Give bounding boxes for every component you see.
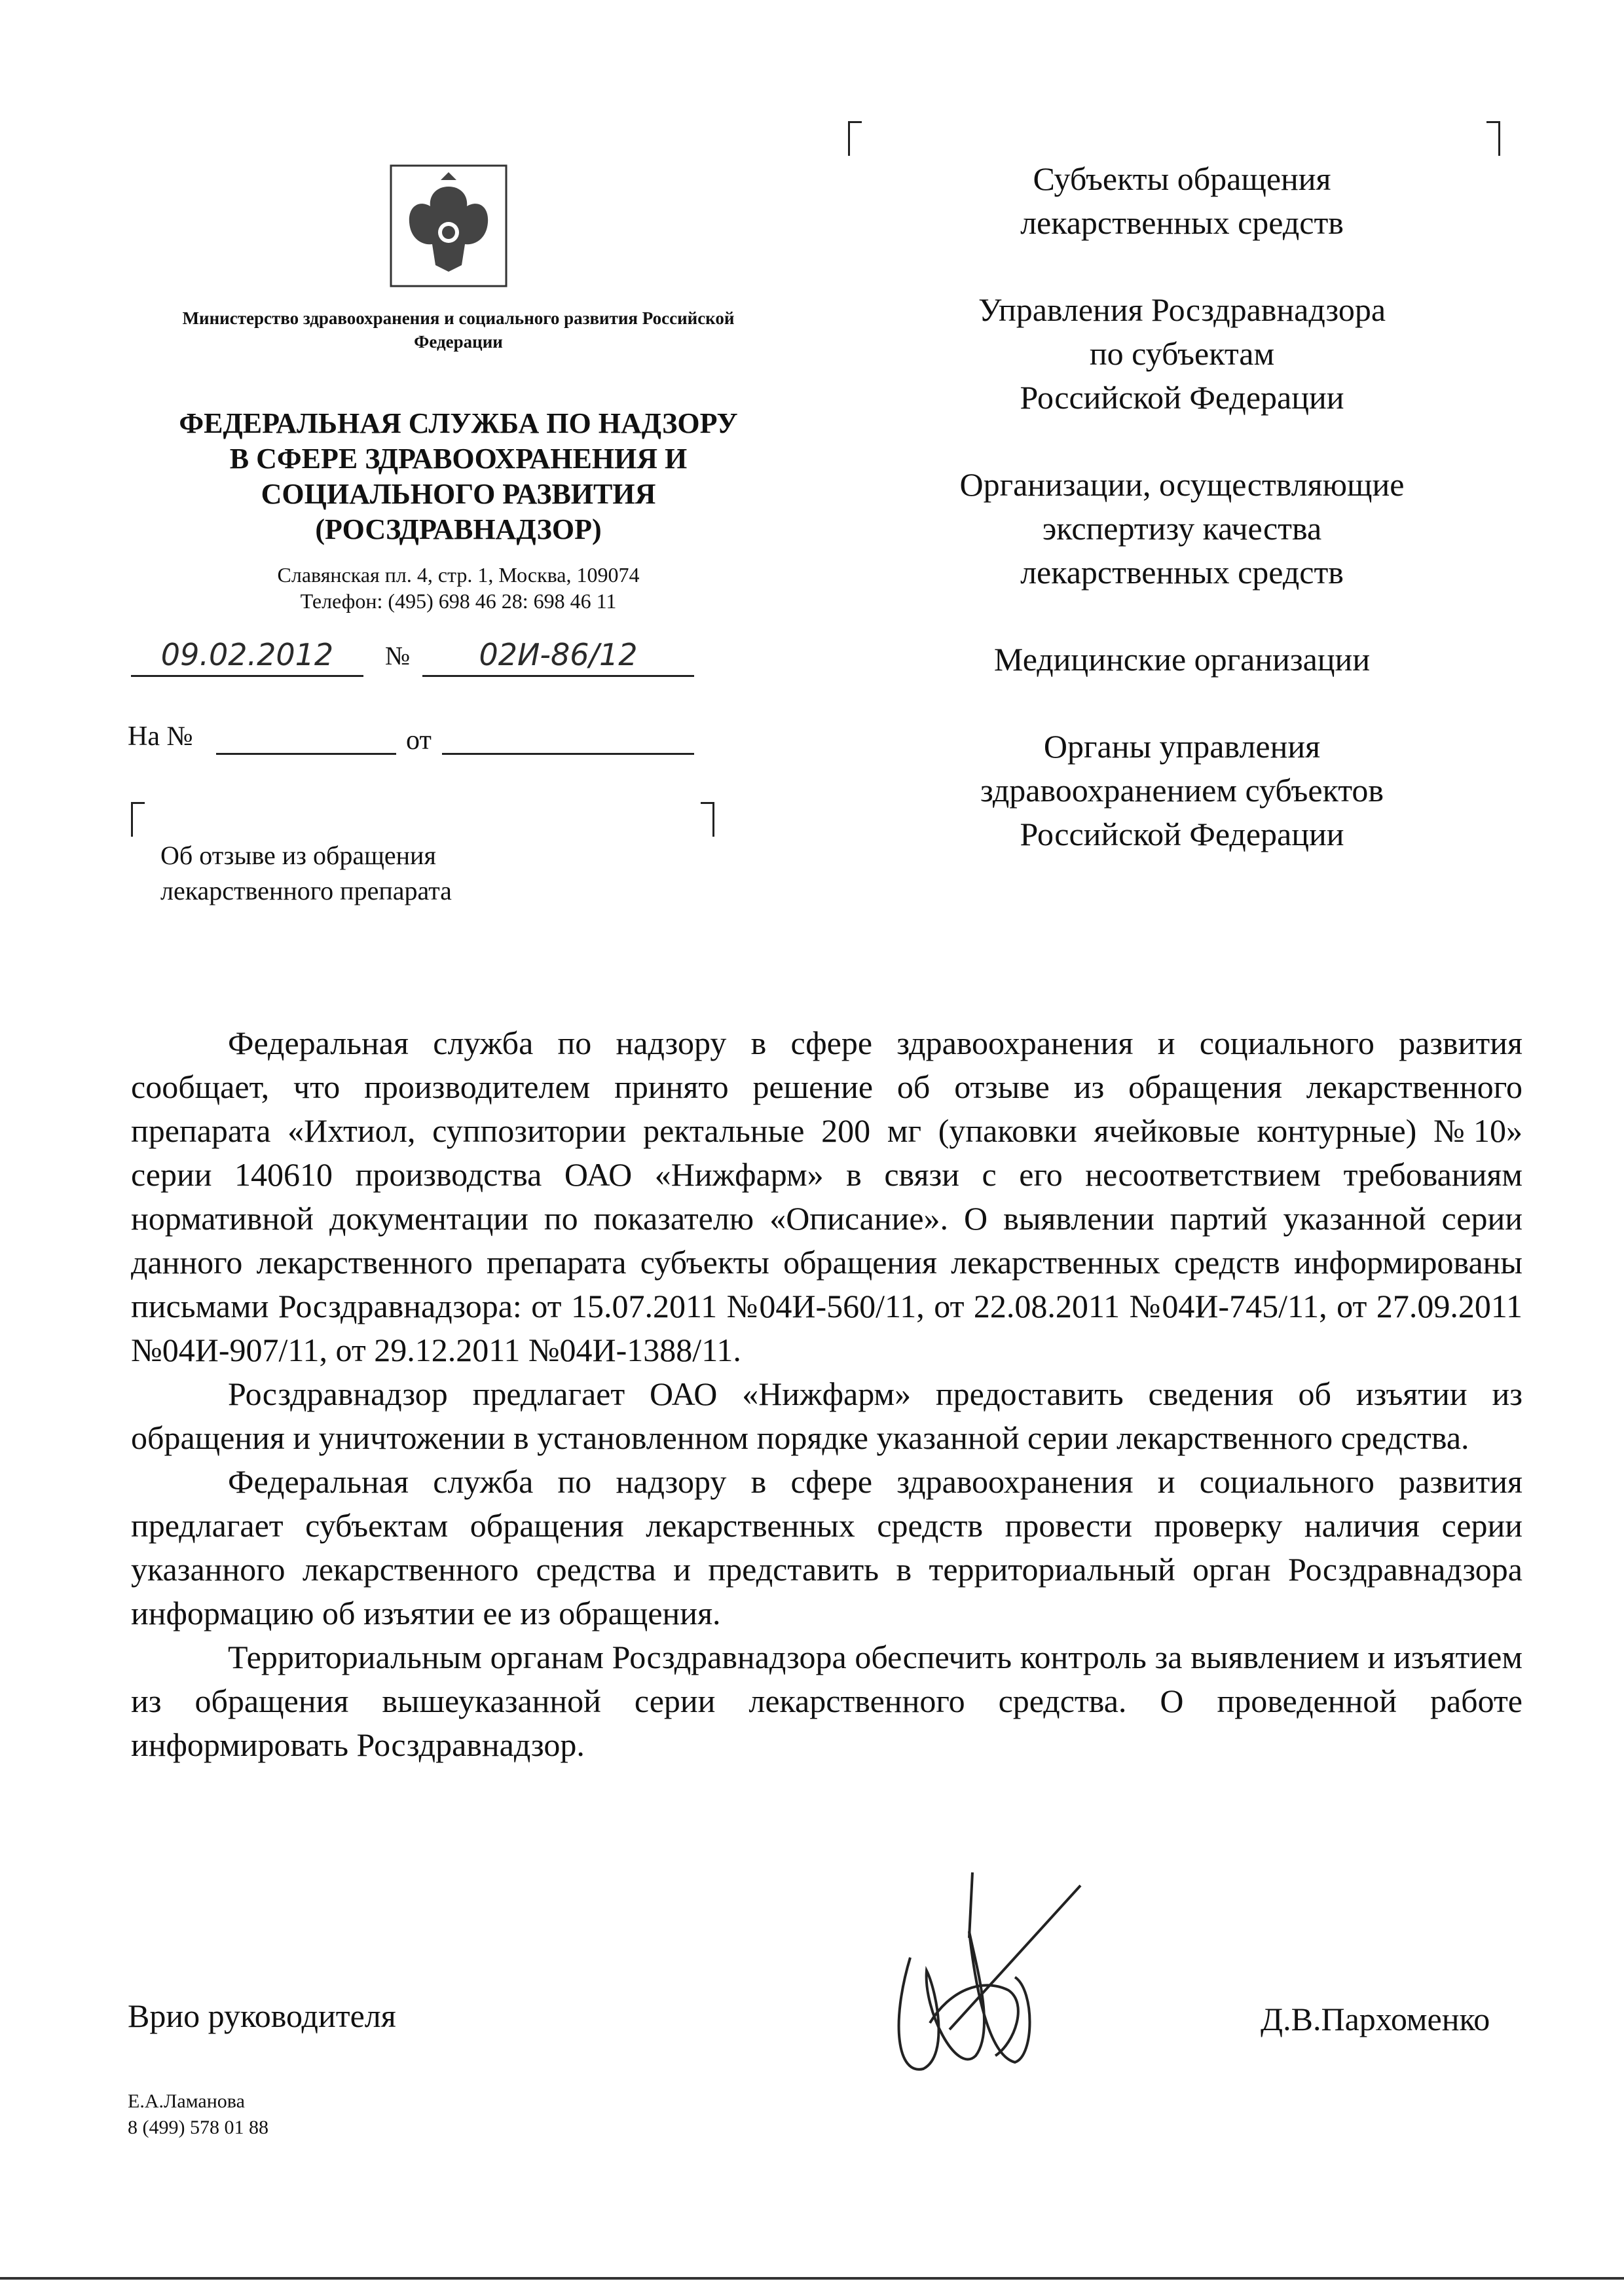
recipient-line: по субъектам — [1089, 335, 1275, 372]
page-bottom-rule — [0, 2277, 1624, 2280]
coat-of-arms-emblem — [383, 160, 514, 291]
number-underline — [422, 675, 694, 677]
signatory-position: Врио руководителя — [128, 1997, 396, 2034]
ref-number-blank — [216, 753, 396, 755]
recipient-line: Медицинские организации — [993, 641, 1371, 678]
body-paragraph: Федеральная служба по надзору в сфере здравоохранения и социального развития предлагает субъектам обращения лекарственных средств провести проверку наличия серии указанного лекарственного средства и представить в территориальный орган Росздравнадзора информацию об изъятии ее из обращения. — [131, 1463, 1522, 1631]
recipient-bracket-right — [1486, 121, 1500, 156]
subject-line: Об отзыве из обращения — [160, 841, 436, 870]
recipient-line: Управления Росздравнадзора — [978, 291, 1386, 328]
service-line: СОЦИАЛЬНОГО РАЗВИТИЯ — [261, 478, 656, 510]
signatory-name: Д.В.Пархоменко — [1261, 2001, 1490, 2037]
recipient-line: здравоохранением субъектов — [980, 772, 1384, 809]
letter-number: 02И-86/12 — [479, 637, 638, 672]
number-label: № — [385, 641, 411, 670]
recipient-line: Органы управления — [1043, 728, 1321, 765]
executor-phone: 8 (499) 578 01 88 — [128, 2117, 268, 2138]
body-paragraph: Территориальным органам Росздравнадзора обеспечить контроль за выявлением и изъятием из обращения вышеуказанной серии лекарственного средства. О проведенной работе информировать Росздравнадзор. — [131, 1639, 1522, 1763]
recipient-line: экспертизу качества — [1042, 510, 1322, 547]
recipient-group — [917, 288, 1447, 420]
ref-date-blank — [442, 753, 694, 755]
recipient-bracket-left — [848, 121, 862, 156]
recipient-group — [917, 638, 1447, 682]
letter-date: 09.02.2012 — [160, 637, 334, 672]
recipient-line: лекарственных средств — [1020, 554, 1344, 591]
recipient-group — [917, 157, 1447, 245]
service-address — [164, 562, 753, 614]
subject-bracket-left — [131, 802, 145, 837]
handwritten-signature — [864, 1859, 1113, 2121]
address-phone: Телефон: (495) 698 46 28: 698 46 11 — [300, 589, 617, 613]
service-name — [111, 406, 805, 547]
ref-label: На № — [128, 721, 193, 752]
recipient-group — [917, 463, 1447, 594]
letter-subject — [160, 838, 619, 909]
recipient-line: Российской Федерации — [1020, 379, 1344, 416]
recipient-line: Организации, осуществляющие — [959, 466, 1405, 503]
ministry-name: Министерство здравоохранения и социального развития Российской Федерации — [182, 308, 735, 352]
address-street: Славянская пл. 4, стр. 1, Москва, 109074 — [277, 563, 640, 587]
recipient-line: Субъекты обращения — [1033, 160, 1331, 197]
body-paragraph: Росздравнадзор предлагает ОАО «Нижфарм» предоставить сведения об изъятии из обращения и уничтожении в установленном порядке указанной серии лекарственного средства. — [131, 1376, 1522, 1456]
recipients-block — [917, 157, 1447, 900]
subject-bracket-right — [701, 802, 714, 837]
executor-name: Е.А.Ламанова — [128, 2090, 245, 2112]
ref-from-label: от — [406, 725, 432, 756]
recipient-line: Российской Федерации — [1020, 816, 1344, 852]
letter-body — [131, 1021, 1522, 1767]
date-underline — [131, 675, 363, 677]
body-paragraph: Федеральная служба по надзору в сфере здравоохранения и социального развития сообщает, что производителем принято решение об отзыве из обращения лекарственного препарата «Ихтиол, суппозитории ректальные 200 мг (упаковки ячейковые контурные) №10» серии 140610 производства ОАО «Нижфарм» в связи с его несоответствием требованиям нормативной документации по показателю «Описание». О выявлении партий указанной серии данного лекарственного препарата субъекты обращения лекарственных средств информированы письмами Росздравнадзора: от 15.07.2011 №04И-560/11, от 22.08.2011 №04И-745/11, от 27.09.2011 №04И-907/11, от 29.12.2011 №04И-1388/11. — [131, 1025, 1522, 1368]
service-line: (РОСЗДРАВНАДЗОР) — [315, 513, 602, 545]
executor-info — [128, 2088, 268, 2141]
service-line: В СФЕРЕ ЗДРАВООХРАНЕНИЯ И — [229, 443, 688, 475]
service-line: ФЕДЕРАЛЬНАЯ СЛУЖБА ПО НАДЗОРУ — [179, 407, 738, 439]
recipient-group — [917, 725, 1447, 856]
recipient-line: лекарственных средств — [1020, 204, 1344, 241]
subject-line: лекарственного препарата — [160, 876, 452, 905]
